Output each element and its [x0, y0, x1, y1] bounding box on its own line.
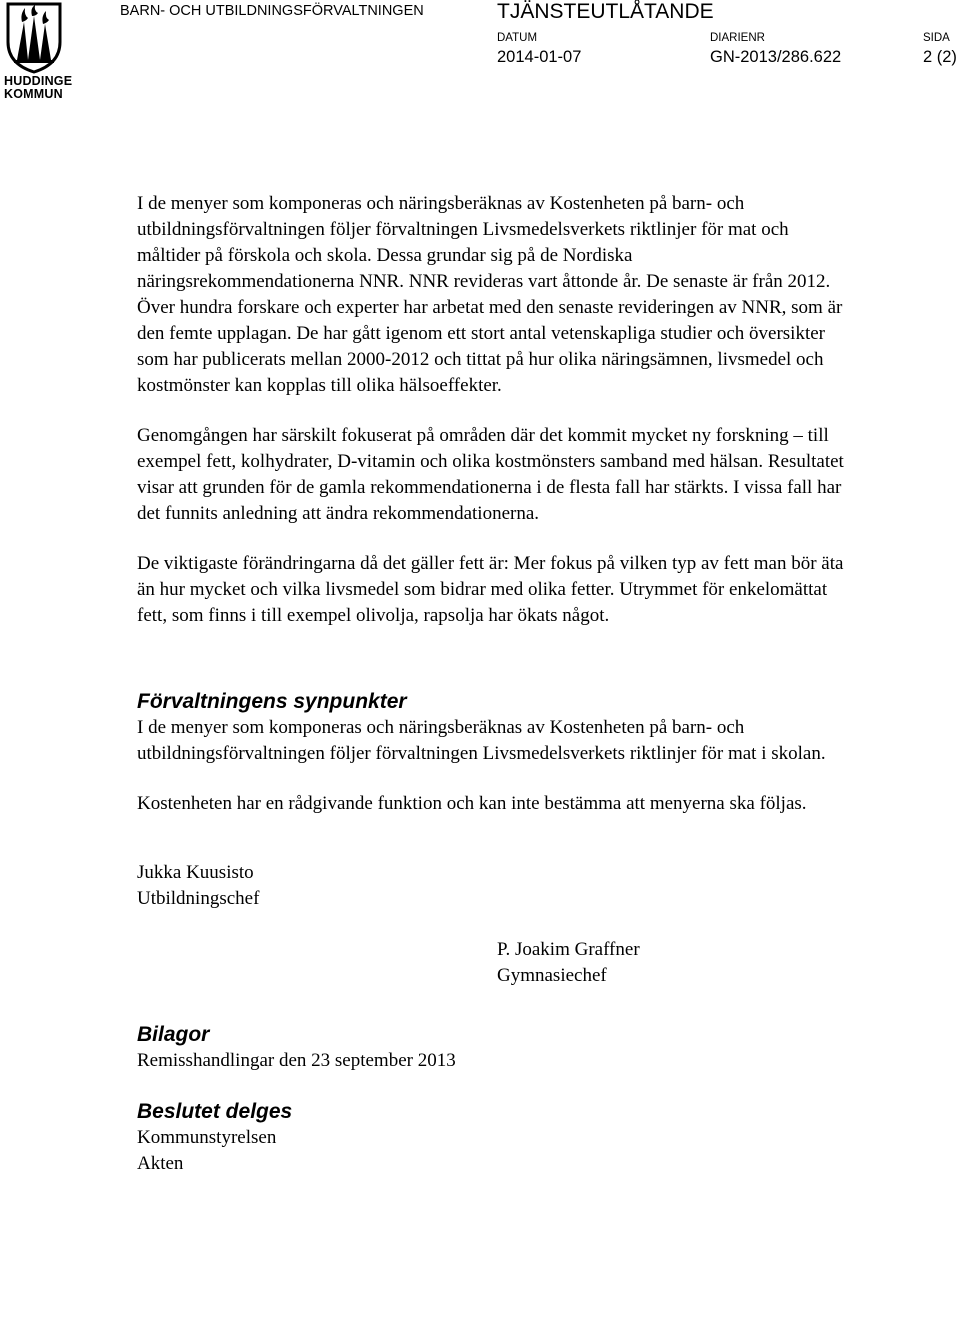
- signature-block-1: [137, 860, 847, 912]
- body-paragraph-1: I de menyer som komponeras och näringsberäknas av Kostenheten på barn- och utbildningsförvaltningen följer förvaltningen Livsmedelsverkets riktlinjer för mat och måltider på förskola och skola. Dessa grundar sig på de Nordiska näringsrekommendationerna NNR. NNR revideras vart åttonde år. De senaste är från 2012. Över hundra forskare och experter har arbetat med den senaste revideringen av NNR, som är den femte upplagan. De har gått igenom ett stort antal vetenskapliga studier och översikter som har publicerats mellan 2000-2012 och tittat på hur olika näringsämnen, livsmedel och kostmönster kan kopplas till olika hälsoeffekter.: [137, 193, 843, 396]
- document-body: [137, 191, 847, 1177]
- signature-name-2: P. Joakim Graffner: [497, 939, 640, 960]
- logo-text-line2: KOMMUN: [4, 87, 63, 101]
- document-type: TJÄNSTEUTLÅTANDE: [497, 0, 714, 23]
- bilagor-item: Remisshandlingar den 23 september 2013: [137, 1050, 456, 1071]
- diarienr-value: GN-2013/286.622: [710, 48, 842, 66]
- body-paragraph-3: De viktigaste förändringarna då det gäller fett är: Mer fokus på vilken typ av fett man bör äta än hur mycket och vilka livsmedel som bidrar med olika fetter. Utrymmet för enkelomättat fett, som finns i till exempel olivolja, rapsolja har ökats något.: [137, 553, 844, 626]
- synpunkter-heading: Förvaltningens synpunkter: [137, 690, 407, 713]
- huddinge-logo: [4, 2, 73, 106]
- body-paragraph-2: Genomgången har särskilt fokuserat på områden där det kommit mycket ny forskning – till exempel fett, kolhydrater, D-vitamin och olika kostmönsters samband med hälsan. Resultatet visar att grunden för de gamla rekommendationerna i de flesta fall har stärkts. I vissa fall har det funnits anledning att ändra rekommendationerna.: [137, 425, 844, 524]
- synpunkter-paragraph-2: Kostenheten har en rådgivande funktion och kan inte bestämma att menyerna ska följas.: [137, 793, 807, 814]
- coat-of-arms-icon: [4, 2, 64, 74]
- page-number: 2 (2): [923, 48, 957, 66]
- signature-name-1: Jukka Kuusisto: [137, 862, 254, 883]
- recipient-list: [137, 1125, 847, 1177]
- beslutet-heading: Beslutet delges: [137, 1100, 293, 1123]
- diarienr-label: DIARIENR: [710, 32, 765, 44]
- synpunkter-paragraph-1: I de menyer som komponeras och näringsberäknas av Kostenheten på barn- och utbildningsförvaltningen följer förvaltningen Livsmedelsverkets riktlinjer för mat i skolan.: [137, 717, 826, 764]
- recipient-item: Kommunstyrelsen: [137, 1127, 277, 1148]
- date-value: 2014-01-07: [497, 48, 582, 66]
- recipient-item: Akten: [137, 1153, 184, 1174]
- signature-title-1: Utbildningschef: [137, 888, 260, 909]
- bilagor-heading: Bilagor: [137, 1023, 210, 1046]
- date-label: DATUM: [497, 32, 538, 44]
- department-name: BARN- OCH UTBILDNINGSFÖRVALTNINGEN: [120, 3, 424, 19]
- signature-block-2: [497, 937, 847, 989]
- page-label: SIDA: [923, 32, 950, 44]
- logo-text-line1: HUDDINGE: [4, 74, 73, 88]
- signature-title-2: Gymnasiechef: [497, 965, 607, 986]
